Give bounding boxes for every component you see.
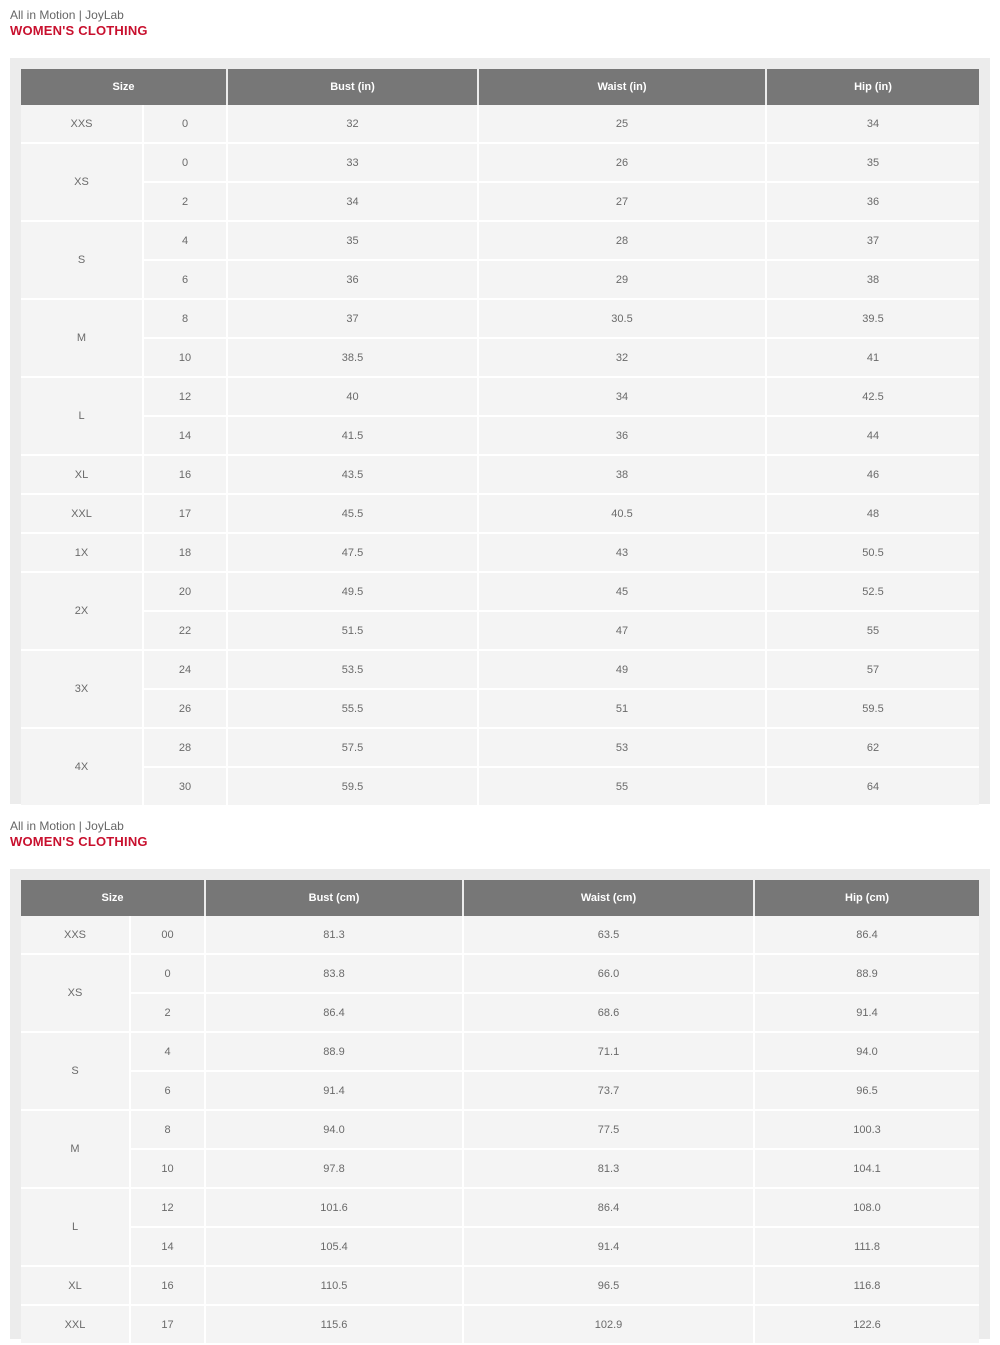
waist-cell: 96.5 [463, 1266, 754, 1305]
bust-cell: 34 [227, 182, 478, 221]
bust-cell: 36 [227, 260, 478, 299]
waist-cell: 26 [478, 143, 766, 182]
waist-cell: 43 [478, 533, 766, 572]
inches-size-chart-table [21, 69, 979, 807]
hip-cell: 50.5 [766, 533, 979, 572]
table-row [21, 455, 979, 494]
table-row [21, 260, 979, 299]
waist-cell: 36 [478, 416, 766, 455]
bust-cell: 86.4 [205, 993, 463, 1032]
size-letter-cell: S [21, 1032, 130, 1110]
bust-cell: 32 [227, 105, 478, 143]
cm-size-chart-panel [10, 869, 990, 1339]
size-letter-cell: XL [21, 455, 143, 494]
hip-cell: 48 [766, 494, 979, 533]
hip-cell: 35 [766, 143, 979, 182]
bust-cell: 47.5 [227, 533, 478, 572]
table-row [21, 299, 979, 338]
size-letter-cell: S [21, 221, 143, 299]
size-number-cell: 24 [143, 650, 227, 689]
hip-cell: 44 [766, 416, 979, 455]
table-row [21, 416, 979, 455]
hip-cell: 122.6 [754, 1305, 979, 1344]
bust-cell: 105.4 [205, 1227, 463, 1266]
size-number-cell: 14 [130, 1227, 205, 1266]
size-number-cell: 22 [143, 611, 227, 650]
bust-cell: 59.5 [227, 767, 478, 806]
hip-cell: 86.4 [754, 916, 979, 954]
hip-cell: 46 [766, 455, 979, 494]
hip-cell: 37 [766, 221, 979, 260]
hip-cell: 100.3 [754, 1110, 979, 1149]
waist-cell: 45 [478, 572, 766, 611]
heading-inches: WOMEN'S CLOTHING [10, 23, 148, 38]
table-row [21, 1149, 979, 1188]
bust-cell: 81.3 [205, 916, 463, 954]
size-letter-cell: M [21, 299, 143, 377]
hip-cell: 59.5 [766, 689, 979, 728]
inches-size-chart-panel [10, 58, 990, 804]
header-hip: Hip (cm) [754, 880, 979, 916]
waist-cell: 25 [478, 105, 766, 143]
table-row [21, 221, 979, 260]
bust-cell: 33 [227, 143, 478, 182]
table-row [21, 728, 979, 767]
bust-cell: 53.5 [227, 650, 478, 689]
hip-cell: 94.0 [754, 1032, 979, 1071]
size-letter-cell: XXS [21, 105, 143, 143]
brand-line-cm: All in Motion | JoyLab [10, 819, 124, 833]
bust-cell: 45.5 [227, 494, 478, 533]
bust-cell: 51.5 [227, 611, 478, 650]
waist-cell: 32 [478, 338, 766, 377]
bust-cell: 57.5 [227, 728, 478, 767]
waist-cell: 91.4 [463, 1227, 754, 1266]
size-number-cell: 10 [143, 338, 227, 377]
bust-cell: 88.9 [205, 1032, 463, 1071]
size-number-cell: 8 [130, 1110, 205, 1149]
waist-cell: 27 [478, 182, 766, 221]
waist-cell: 30.5 [478, 299, 766, 338]
hip-cell: 41 [766, 338, 979, 377]
bust-cell: 55.5 [227, 689, 478, 728]
header-size: Size [21, 69, 227, 105]
size-number-cell: 26 [143, 689, 227, 728]
header-size: Size [21, 880, 205, 916]
size-letter-cell: M [21, 1110, 130, 1188]
size-letter-cell: L [21, 377, 143, 455]
size-letter-cell: XS [21, 954, 130, 1032]
bust-cell: 97.8 [205, 1149, 463, 1188]
table-row [21, 916, 979, 954]
size-number-cell: 0 [130, 954, 205, 993]
hip-cell: 34 [766, 105, 979, 143]
size-letter-cell: 1X [21, 533, 143, 572]
size-letter-cell: XXL [21, 1305, 130, 1344]
header-waist: Waist (in) [478, 69, 766, 105]
header-hip: Hip (in) [766, 69, 979, 105]
waist-cell: 77.5 [463, 1110, 754, 1149]
size-number-cell: 00 [130, 916, 205, 954]
bust-cell: 110.5 [205, 1266, 463, 1305]
size-number-cell: 8 [143, 299, 227, 338]
hip-cell: 111.8 [754, 1227, 979, 1266]
size-number-cell: 12 [143, 377, 227, 416]
brand-line-inches: All in Motion | JoyLab [10, 8, 124, 22]
bust-cell: 38.5 [227, 338, 478, 377]
size-letter-cell: 2X [21, 572, 143, 650]
waist-cell: 34 [478, 377, 766, 416]
size-number-cell: 6 [130, 1071, 205, 1110]
size-number-cell: 30 [143, 767, 227, 806]
hip-cell: 64 [766, 767, 979, 806]
waist-cell: 86.4 [463, 1188, 754, 1227]
table-row [21, 143, 979, 182]
hip-cell: 116.8 [754, 1266, 979, 1305]
table-row [21, 494, 979, 533]
bust-cell: 35 [227, 221, 478, 260]
size-number-cell: 16 [130, 1266, 205, 1305]
size-number-cell: 17 [143, 494, 227, 533]
waist-cell: 40.5 [478, 494, 766, 533]
waist-cell: 51 [478, 689, 766, 728]
size-number-cell: 10 [130, 1149, 205, 1188]
hip-cell: 88.9 [754, 954, 979, 993]
bust-cell: 49.5 [227, 572, 478, 611]
hip-cell: 62 [766, 728, 979, 767]
size-number-cell: 6 [143, 260, 227, 299]
size-number-cell: 12 [130, 1188, 205, 1227]
table-row [21, 1266, 979, 1305]
bust-cell: 115.6 [205, 1305, 463, 1344]
table-row [21, 954, 979, 993]
table-row [21, 1110, 979, 1149]
table-row [21, 767, 979, 806]
size-letter-cell: XXS [21, 916, 130, 954]
waist-cell: 71.1 [463, 1032, 754, 1071]
hip-cell: 96.5 [754, 1071, 979, 1110]
waist-cell: 53 [478, 728, 766, 767]
table-row [21, 650, 979, 689]
size-number-cell: 0 [143, 105, 227, 143]
size-number-cell: 2 [130, 993, 205, 1032]
waist-cell: 49 [478, 650, 766, 689]
table-row [21, 1032, 979, 1071]
waist-cell: 81.3 [463, 1149, 754, 1188]
size-number-cell: 4 [143, 221, 227, 260]
cm-size-chart-table [21, 880, 979, 1345]
hip-cell: 39.5 [766, 299, 979, 338]
size-number-cell: 4 [130, 1032, 205, 1071]
waist-cell: 66.0 [463, 954, 754, 993]
bust-cell: 43.5 [227, 455, 478, 494]
bust-cell: 91.4 [205, 1071, 463, 1110]
size-number-cell: 20 [143, 572, 227, 611]
table-row [21, 689, 979, 728]
table-row [21, 1227, 979, 1266]
table-row [21, 1071, 979, 1110]
waist-cell: 102.9 [463, 1305, 754, 1344]
hip-cell: 38 [766, 260, 979, 299]
header-bust: Bust (in) [227, 69, 478, 105]
size-number-cell: 14 [143, 416, 227, 455]
table-row [21, 1188, 979, 1227]
header-waist: Waist (cm) [463, 880, 754, 916]
size-number-cell: 0 [143, 143, 227, 182]
waist-cell: 68.6 [463, 993, 754, 1032]
table-row [21, 105, 979, 143]
size-number-cell: 28 [143, 728, 227, 767]
size-letter-cell: 4X [21, 728, 143, 806]
size-number-cell: 18 [143, 533, 227, 572]
size-letter-cell: 3X [21, 650, 143, 728]
hip-cell: 36 [766, 182, 979, 221]
waist-cell: 55 [478, 767, 766, 806]
waist-cell: 63.5 [463, 916, 754, 954]
waist-cell: 28 [478, 221, 766, 260]
size-number-cell: 17 [130, 1305, 205, 1344]
bust-cell: 40 [227, 377, 478, 416]
size-number-cell: 2 [143, 182, 227, 221]
bust-cell: 83.8 [205, 954, 463, 993]
waist-cell: 29 [478, 260, 766, 299]
waist-cell: 73.7 [463, 1071, 754, 1110]
hip-cell: 55 [766, 611, 979, 650]
size-number-cell: 16 [143, 455, 227, 494]
waist-cell: 38 [478, 455, 766, 494]
table-row [21, 993, 979, 1032]
bust-cell: 101.6 [205, 1188, 463, 1227]
hip-cell: 42.5 [766, 377, 979, 416]
size-letter-cell: XS [21, 143, 143, 221]
size-letter-cell: XL [21, 1266, 130, 1305]
hip-cell: 52.5 [766, 572, 979, 611]
bust-cell: 94.0 [205, 1110, 463, 1149]
bust-cell: 41.5 [227, 416, 478, 455]
table-row [21, 1305, 979, 1344]
table-row [21, 338, 979, 377]
hip-cell: 108.0 [754, 1188, 979, 1227]
hip-cell: 104.1 [754, 1149, 979, 1188]
table-row [21, 611, 979, 650]
hip-cell: 91.4 [754, 993, 979, 1032]
table-row [21, 533, 979, 572]
header-bust: Bust (cm) [205, 880, 463, 916]
table-row [21, 182, 979, 221]
size-letter-cell: L [21, 1188, 130, 1266]
waist-cell: 47 [478, 611, 766, 650]
table-row [21, 377, 979, 416]
size-letter-cell: XXL [21, 494, 143, 533]
bust-cell: 37 [227, 299, 478, 338]
hip-cell: 57 [766, 650, 979, 689]
table-row [21, 572, 979, 611]
heading-cm: WOMEN'S CLOTHING [10, 834, 148, 849]
